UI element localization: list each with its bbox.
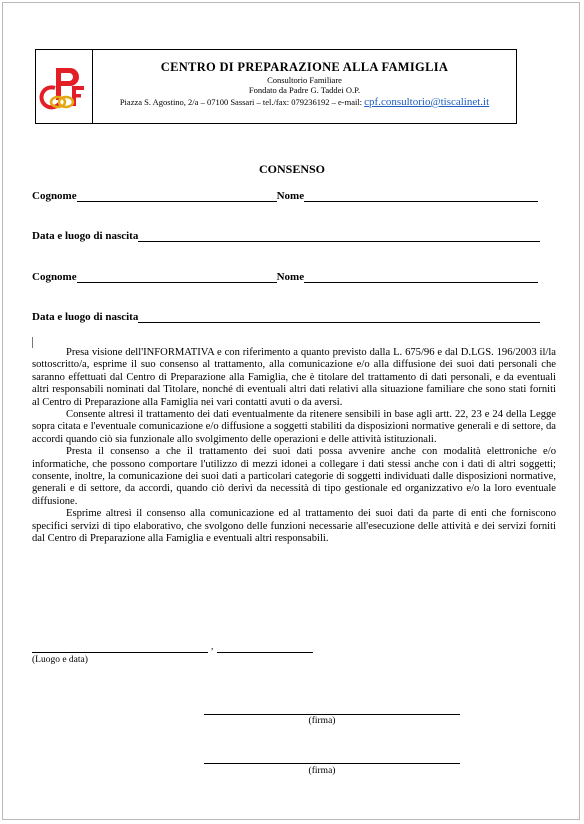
birth-label: Data e luogo di nascita bbox=[32, 311, 139, 323]
surname-name-row-1 bbox=[32, 190, 538, 202]
cpf-logo-icon bbox=[36, 50, 92, 123]
birth-label: Data e luogo di nascita bbox=[32, 230, 139, 242]
surname-name-row-2 bbox=[32, 271, 538, 283]
org-founder: Fondato da Padre G. Taddei O.P. bbox=[248, 85, 361, 95]
consent-body bbox=[32, 347, 556, 546]
birth-row-1 bbox=[32, 230, 540, 242]
surname-field[interactable] bbox=[77, 271, 277, 283]
org-address: Piazza S. Agostino, 2/a – 07100 Sassari – tel./fax: 079236192 – e-mail: bbox=[119, 97, 365, 107]
place-date-label: (Luogo e data) bbox=[32, 655, 88, 665]
consent-paragraph: Consente altresì il trattamento dei dati eventualmente da ritenere sensibili in base agli artt. 22, 23 e 24 della Legge sopra citata e l'eventuale comunicazione e/o diffusione a soggetti stabiliti da disposizioni normative generali e di settore, da accordi quando ciò sia funzionale allo svolgimento delle operazioni e delle attività istituzionali. bbox=[32, 409, 556, 445]
document-title: CONSENSO bbox=[258, 162, 326, 176]
signature-label-2: (firma) bbox=[308, 766, 336, 776]
consent-paragraph: Presa visione dell'INFORMATIVA e con riferimento a quanto previsto dalla L. 675/96 e dal D.LGS. 196/2003 il/la sottoscritto/a, esprime il suo consenso al trattamento, alla comunicazione e/o alla diffusione dei suoi dati personali che saranno effettuati dal Centro di Preparazione alla Famiglia, che è titolare del trattamento di dati personali, e da eventuali altri responsabili nominati dal Titolare, nonché di eventuali altri dati relativi alla situazione familiare che sono stati forniti al Centro di Preparazione alla Famiglia nei vari contatti avuti o da aversi. bbox=[32, 347, 556, 408]
email-link[interactable]: cpf.consultorio@tiscalinet.it bbox=[364, 96, 490, 108]
signature-field-2[interactable] bbox=[204, 763, 460, 764]
place-date-separator: , bbox=[211, 642, 214, 652]
name-field[interactable] bbox=[304, 271, 538, 283]
name-label: Nome bbox=[276, 190, 305, 202]
surname-label: Cognome bbox=[32, 190, 77, 202]
surname-field[interactable] bbox=[77, 190, 277, 202]
birth-row-2 bbox=[32, 311, 540, 323]
name-label: Nome bbox=[276, 271, 305, 283]
birth-field[interactable] bbox=[138, 230, 540, 242]
org-name: CENTRO DI PREPARAZIONE ALLA FAMIGLIA bbox=[160, 60, 449, 74]
org-subtitle: Consultorio Familiare bbox=[267, 75, 342, 85]
birth-field[interactable] bbox=[138, 311, 540, 323]
logo-cell bbox=[36, 50, 93, 123]
signature-field-1[interactable] bbox=[204, 714, 460, 715]
date-field[interactable] bbox=[217, 652, 313, 653]
org-address-line bbox=[93, 96, 516, 108]
signature-label-1: (firma) bbox=[308, 716, 336, 726]
letterhead-text bbox=[93, 50, 516, 123]
consent-paragraph: Esprime altresì il consenso alla comunicazione ed al trattamento dei suoi dati da parte di enti che forniscono specifici servizi di tipo elaborativo, che svolgono delle funzioni necessarie all'esecuzione delle attività e dei servizi forniti dal Centro di Preparazione alla Famiglia e eventuali altri responsabili. bbox=[32, 508, 556, 545]
name-field[interactable] bbox=[304, 190, 538, 202]
letterhead bbox=[35, 49, 517, 124]
surname-label: Cognome bbox=[32, 271, 77, 283]
consent-paragraph: Presta il consenso a che il trattamento dei suoi dati possa avvenire anche con modalità elettroniche e/o informatiche, che possono comportare l'utilizzo di mezzi idonei a collegare i dati stessi anche con i dati di altri soggetti; consente, inoltre, la comunicazione dei suoi dati a particolari categorie di soggetti individuati dalle disposizioni normative, generali e di settore, da accordi, quando ciò derivi da necessità di tipo gestionale ed organizzativo e/o la loro eventuale diffusione. bbox=[32, 446, 556, 507]
place-field[interactable] bbox=[32, 652, 208, 653]
